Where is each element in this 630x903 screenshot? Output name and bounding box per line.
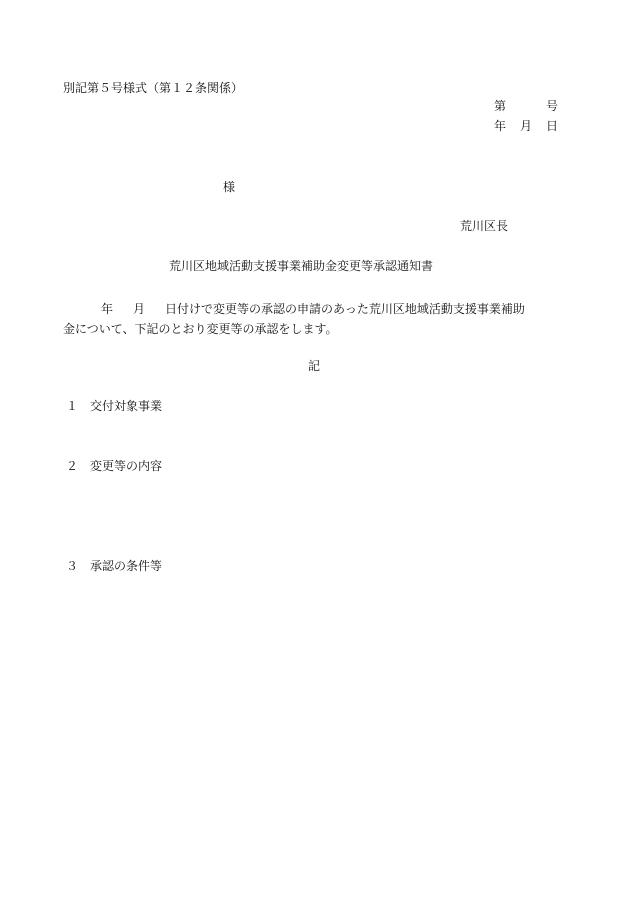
- document-title: 荒川区地域活動支援事業補助金変更等承認通知書: [169, 259, 434, 273]
- section-label: 承認の条件等: [90, 559, 163, 573]
- body-month: 月: [133, 302, 146, 316]
- section-item: [66, 460, 162, 472]
- section-number: ３: [66, 559, 79, 573]
- date-year: 年: [494, 119, 507, 133]
- body-line-1: [63, 299, 573, 319]
- section-number: １: [66, 399, 79, 413]
- form-label: 別記第５号様式（第１２条関係）: [63, 81, 244, 95]
- body-year: 年: [101, 302, 114, 316]
- body-line-1-text: 日付けで変更等の承認の申請のあった荒川区地域活動支援事業補助: [165, 302, 525, 316]
- date-day: 日: [546, 119, 559, 133]
- doc-number-prefix: 第: [494, 99, 507, 113]
- section-number: ２: [66, 459, 79, 473]
- addressee-honorific: 様: [223, 180, 236, 194]
- section-item: [66, 560, 162, 572]
- ki-heading: 記: [308, 359, 321, 373]
- section-item: [66, 400, 162, 412]
- body-line-2: 金について、下記のとおり変更等の承認をします。: [63, 322, 338, 336]
- date-month: 月: [520, 119, 533, 133]
- doc-number-suffix: 号: [546, 99, 559, 113]
- section-label: 変更等の内容: [90, 459, 163, 473]
- section-label: 交付対象事業: [90, 399, 163, 413]
- body-paragraph: [63, 299, 573, 339]
- sender-name: 荒川区長: [460, 219, 509, 233]
